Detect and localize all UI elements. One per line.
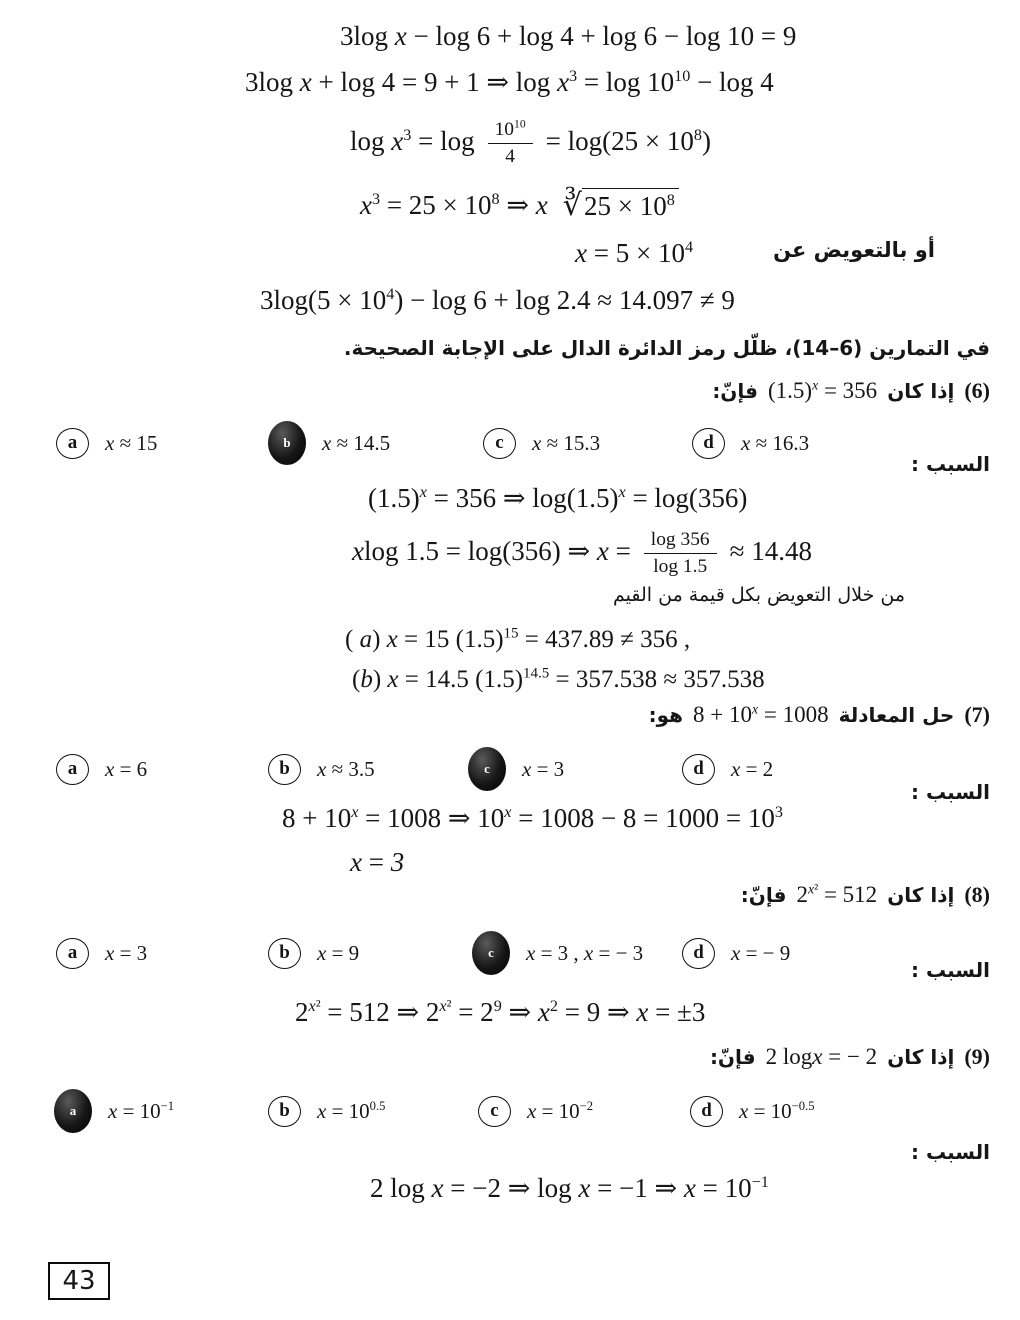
substitute-values-note: من خلال التعويض بكل قيمة من القيم <box>613 584 905 606</box>
q7-solution-line-1: $8 + 10^x = 1008$ ⇒ $10^x = 1008 - 8 = 1000 = 10^3$ <box>282 803 783 833</box>
q7-option-a[interactable] <box>56 744 147 794</box>
q8-option-c[interactable] <box>472 928 643 978</box>
question-6-prompt <box>712 378 990 404</box>
option-text: x = 2 <box>731 756 774 781</box>
answer-bubble-c[interactable]: c <box>483 428 516 459</box>
fraction-denominator: 4 <box>505 145 515 167</box>
page-number-box <box>48 1262 110 1300</box>
answer-bubble-a[interactable]: a <box>54 1089 92 1133</box>
question-text-pre: حل المعادلة <box>838 703 955 727</box>
option-text: x ≈ 14.5 <box>322 430 391 455</box>
q8-option-b[interactable] <box>268 928 359 978</box>
option-text: $x = 10^{-2}$ <box>527 1098 594 1123</box>
question-number: (9) <box>964 1044 990 1069</box>
cube-root <box>563 188 679 224</box>
q6-check-a: ( a) x = 15 $(1.5)^{15} = 437.89 \ne 356$ , <box>345 625 691 653</box>
option-text: $x = 10^{-1}$ <box>108 1098 175 1123</box>
q8-option-d[interactable] <box>682 928 790 978</box>
q9-solution-line-1: 2 log x = −2 ⇒ log x = −1 ⇒ $x = 10^{-1}$ <box>370 1173 769 1203</box>
q6-option-a[interactable] <box>56 418 157 468</box>
math-segment: $\log x^3 = \log$ <box>350 126 475 157</box>
math-segment: $x^3 = 25 \times 10^8$ ⇒ x <box>360 190 548 221</box>
q7-option-b[interactable] <box>268 744 375 794</box>
derivation-line-3 <box>350 112 711 172</box>
radicand: $25 \times 10^8$ <box>582 188 679 224</box>
option-text: x ≈ 15.3 <box>532 430 601 455</box>
fraction-numerator: log 356 <box>644 528 717 553</box>
derivation-line-6: $3\log(5 \times 10^4) - \log 6 + \log 2.4 \approx 14.097 \ne 9$ <box>260 285 735 315</box>
question-9-prompt <box>710 1044 990 1070</box>
q8-solution-line-1: $2^{x^2} = 512$ ⇒ $2^{x^2} = 2^9$ ⇒ $x^2 = 9$ ⇒ x = ±3 <box>295 997 706 1027</box>
q7-solution-line-2: x = 3 <box>350 847 405 877</box>
derivation-line-2: 3log x + log 4 = 9 + 1 ⇒ $\log x^3 = \log 10^{10} - \log 4$ <box>245 67 774 97</box>
q9-option-b[interactable] <box>268 1086 385 1136</box>
reason-label-q8: السبب : <box>910 958 990 982</box>
question-math: $8 + 10^x = 1008$ <box>693 701 829 727</box>
question-text-pre: إذا كان <box>887 1045 955 1069</box>
answer-bubble-b[interactable]: b <box>268 1096 301 1127</box>
option-text: x = − 9 <box>731 940 791 965</box>
derivation-line-5-math: $x = 5 \times 10^4$ <box>575 238 694 268</box>
q6-option-b[interactable] <box>268 418 390 468</box>
answer-bubble-d[interactable]: d <box>682 754 715 785</box>
answer-bubble-c[interactable]: c <box>478 1096 511 1127</box>
q6-option-d[interactable] <box>692 418 809 468</box>
reason-label-q6: السبب : <box>910 452 990 476</box>
math-segment: = $\log(25 \times 10^8)$ <box>545 126 711 157</box>
q7-option-d[interactable] <box>682 744 773 794</box>
q7-option-c[interactable] <box>468 744 564 794</box>
q6-option-c[interactable] <box>483 418 600 468</box>
option-text: x = 3 <box>105 940 148 965</box>
option-text: x = 6 <box>105 756 148 781</box>
page-number: 43 <box>62 1266 96 1296</box>
fraction <box>644 528 717 578</box>
reason-label-q9: السبب : <box>910 1140 990 1164</box>
q9-option-d[interactable] <box>690 1086 815 1136</box>
question-math: $2^{x^2} = 512$ <box>796 881 878 907</box>
question-math: 2 logx = − 2 <box>765 1044 878 1069</box>
question-8-prompt <box>741 882 990 908</box>
exercise-instruction: في التمارين (6–14)، ظلّل رمز الدائرة الدال على الإجابة الصحيحة. <box>343 336 990 360</box>
answer-bubble-c[interactable]: c <box>472 931 510 975</box>
question-text-post: فإنّ: <box>709 1045 756 1069</box>
derivation-line-4 <box>360 182 679 230</box>
radical-sign: ∛ <box>562 188 583 223</box>
substitution-label: أو بالتعويض عن <box>773 238 935 262</box>
option-text: x = 3 <box>522 756 565 781</box>
question-number: (7) <box>964 702 990 727</box>
question-text-pre: إذا كان <box>887 883 955 907</box>
option-text: x ≈ 15 <box>105 430 158 455</box>
question-text-post: هو: <box>648 703 684 727</box>
math-segment: ≈ 14.48 <box>729 536 812 567</box>
question-math: $(1.5)^x = 356$ <box>768 377 878 403</box>
option-text: x = 9 <box>317 940 360 965</box>
answer-bubble-a[interactable]: a <box>56 754 89 785</box>
answer-bubble-d[interactable]: d <box>692 428 725 459</box>
reason-label-q7: السبب : <box>910 780 990 804</box>
q6-solution-line-2 <box>352 520 812 584</box>
q6-check-b: (b) x = 14.5 $(1.5)^{14.5} = 357.538 \approx 357.538$ <box>352 665 765 693</box>
answer-bubble-a[interactable]: a <box>56 938 89 969</box>
question-text-post: فإنّ: <box>712 379 758 403</box>
option-text: x ≈ 3.5 <box>317 756 375 781</box>
fraction-denominator: log 1.5 <box>653 555 708 577</box>
q8-option-a[interactable] <box>56 928 147 978</box>
question-7-prompt <box>649 702 990 728</box>
answer-bubble-a[interactable]: a <box>56 428 89 459</box>
option-text: x ≈ 16.3 <box>741 430 810 455</box>
option-text: $x = 10^{0.5}$ <box>317 1098 386 1123</box>
fraction-numerator: $10^{10}$ <box>488 118 533 143</box>
answer-bubble-b[interactable]: b <box>268 938 301 969</box>
q6-solution-line-1: $(1.5)^x = 356$ ⇒ $\log(1.5)^x = \log(356)$ <box>368 483 748 513</box>
q9-option-a[interactable] <box>54 1086 174 1136</box>
answer-bubble-d[interactable]: d <box>682 938 715 969</box>
math-segment: xlog 1.5 = log(356) ⇒ x = <box>352 536 631 567</box>
question-text-post: فإنّ: <box>740 883 787 907</box>
fraction <box>488 118 533 168</box>
option-text: $x = 10^{-0.5}$ <box>739 1098 815 1123</box>
answer-bubble-b[interactable]: b <box>268 754 301 785</box>
option-text: x = 3 , x = − 3 <box>526 940 644 965</box>
answer-bubble-b[interactable]: b <box>268 421 306 465</box>
question-number: (8) <box>964 882 990 907</box>
answer-bubble-c[interactable]: c <box>468 747 506 791</box>
question-number: (6) <box>964 378 990 403</box>
q9-option-c[interactable] <box>478 1086 593 1136</box>
derivation-line-1: 3log x − log 6 + log 4 + log 6 − log 10 = 9 <box>340 21 797 51</box>
question-text-pre: إذا كان <box>887 379 955 403</box>
answer-bubble-d[interactable]: d <box>690 1096 723 1127</box>
